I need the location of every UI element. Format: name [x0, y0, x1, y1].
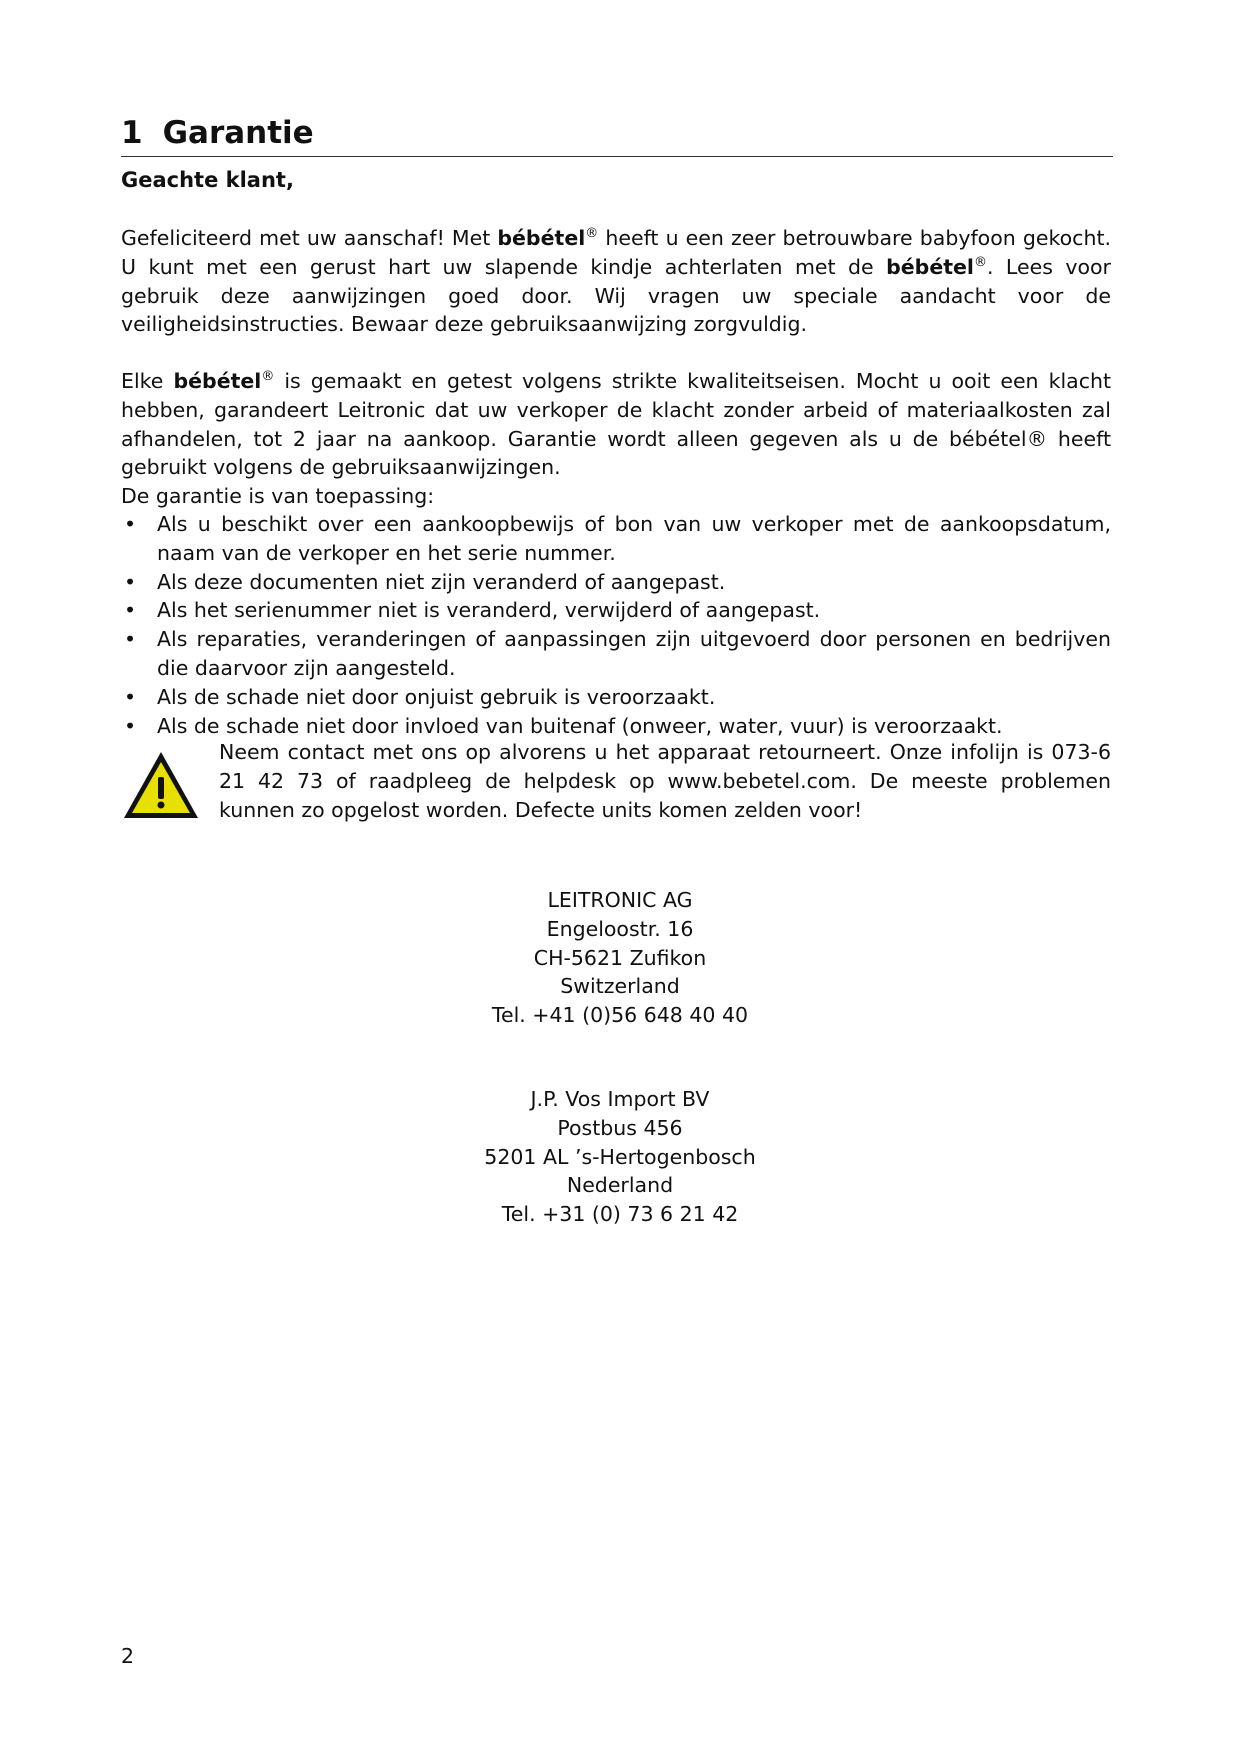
- brand-name: bébétel: [886, 254, 974, 279]
- list-item: • Als de schade niet door invloed van buitenaf (onweer, water, vuur) is veroorzaakt.: [121, 712, 1111, 741]
- brand-name: bébétel: [173, 369, 262, 393]
- page-number: 2: [121, 1644, 135, 1668]
- warranty-paragraph: Elke bébétel® is gemaakt en getest volgens strikte kwaliteitseisen. Mocht u ooit een klacht hebben, garandeert Leitronic dat uw verkoper de klacht zonder arbeid of materiaalkosten zal afhandelen, tot 2 jaar na aankoop. Garantie wordt alleen gegeven als u de bébétel® heeft gebruikt volgens de gebruiksaanwijzingen. De garantie is van toepassing:: [121, 369, 1111, 509]
- registered-mark: ®: [973, 254, 987, 270]
- bullet-icon: •: [124, 627, 137, 652]
- address-line: Nederland: [566, 1173, 674, 1198]
- intro-paragraph: Gefeliciteerd met uw aanschaf! Met bébétel® heeft u een zeer betrouwbare babyfoon gekocht. U kunt met een gerust hart uw slapende kindje achterlaten met de bébétel®. Lees voor gebruik deze aanwijzingen goed door. Wij vragen uw speciale aandacht voor de veiligheidsinstructies. Bewaar deze gebruiksaanwijzing zorgvuldig.: [121, 226, 1111, 337]
- list-item: • Als deze documenten niet zijn veranderd of aangepast.: [121, 568, 1111, 597]
- section-number: 1: [121, 115, 143, 151]
- section-title: Garantie: [162, 115, 314, 151]
- address-line: Switzerland: [560, 974, 680, 999]
- bullet-icon: •: [124, 713, 137, 738]
- list-item: • Als u beschikt over een aankoopbewijs of bon van uw verkoper met de aankoopsdatum, naam van de verkoper en het serie nummer.: [124, 512, 1111, 565]
- list-item: • Als het serienummer niet is veranderd, verwijderd of aangepast.: [121, 596, 1111, 625]
- registered-mark: ®: [585, 226, 599, 242]
- address-line: J.P. Vos Import BV: [530, 1087, 710, 1111]
- bullet-icon: •: [124, 684, 137, 709]
- address-line: Postbus 456: [557, 1115, 683, 1140]
- registered-mark: ®: [261, 369, 275, 385]
- warranty-intro: De garantie is van toepassing:: [121, 484, 435, 509]
- phone-line: Tel. +41 (0)56 648 40 40: [491, 1003, 749, 1028]
- list-item: • Als de schade niet door onjuist gebruik is veroorzaakt.: [121, 683, 1111, 712]
- brand-name: bébétel: [497, 226, 586, 250]
- list-item: • Als reparaties, veranderingen of aanpassingen zijn uitgevoerd door personen en bedrijven die daarvoor zijn aangesteld.: [124, 627, 1111, 680]
- phone-line: Tel. +31 (0) 73 6 21 42: [501, 1202, 739, 1227]
- bullet-icon: •: [124, 512, 137, 536]
- address-line: 5201 AL ’s-Hertogenbosch: [484, 1144, 756, 1169]
- bullet-icon: •: [124, 598, 137, 623]
- address-vos-import: [400, 1085, 840, 1229]
- warning-triangle-icon: [121, 749, 201, 821]
- address-line: LEITRONIC AG: [547, 888, 693, 912]
- greeting: Geachte klant,: [121, 168, 294, 192]
- address-line: Engeloostr. 16: [546, 916, 694, 941]
- address-line: CH-5621 Zufikon: [533, 945, 707, 970]
- address-leitronic: [400, 886, 840, 1030]
- bullet-icon: •: [124, 569, 137, 594]
- warranty-conditions-list: [121, 510, 1111, 740]
- warning-text: Neem contact met ons op alvorens u het apparaat retourneert. Onze infolijn is 073-6 21 42 73 of raadpleeg de helpdesk op www.bebetel.com. De meeste problemen kunnen zo opgelost worden. Defecte units komen zelden voor!: [219, 740, 1111, 822]
- section-heading: [121, 114, 1113, 157]
